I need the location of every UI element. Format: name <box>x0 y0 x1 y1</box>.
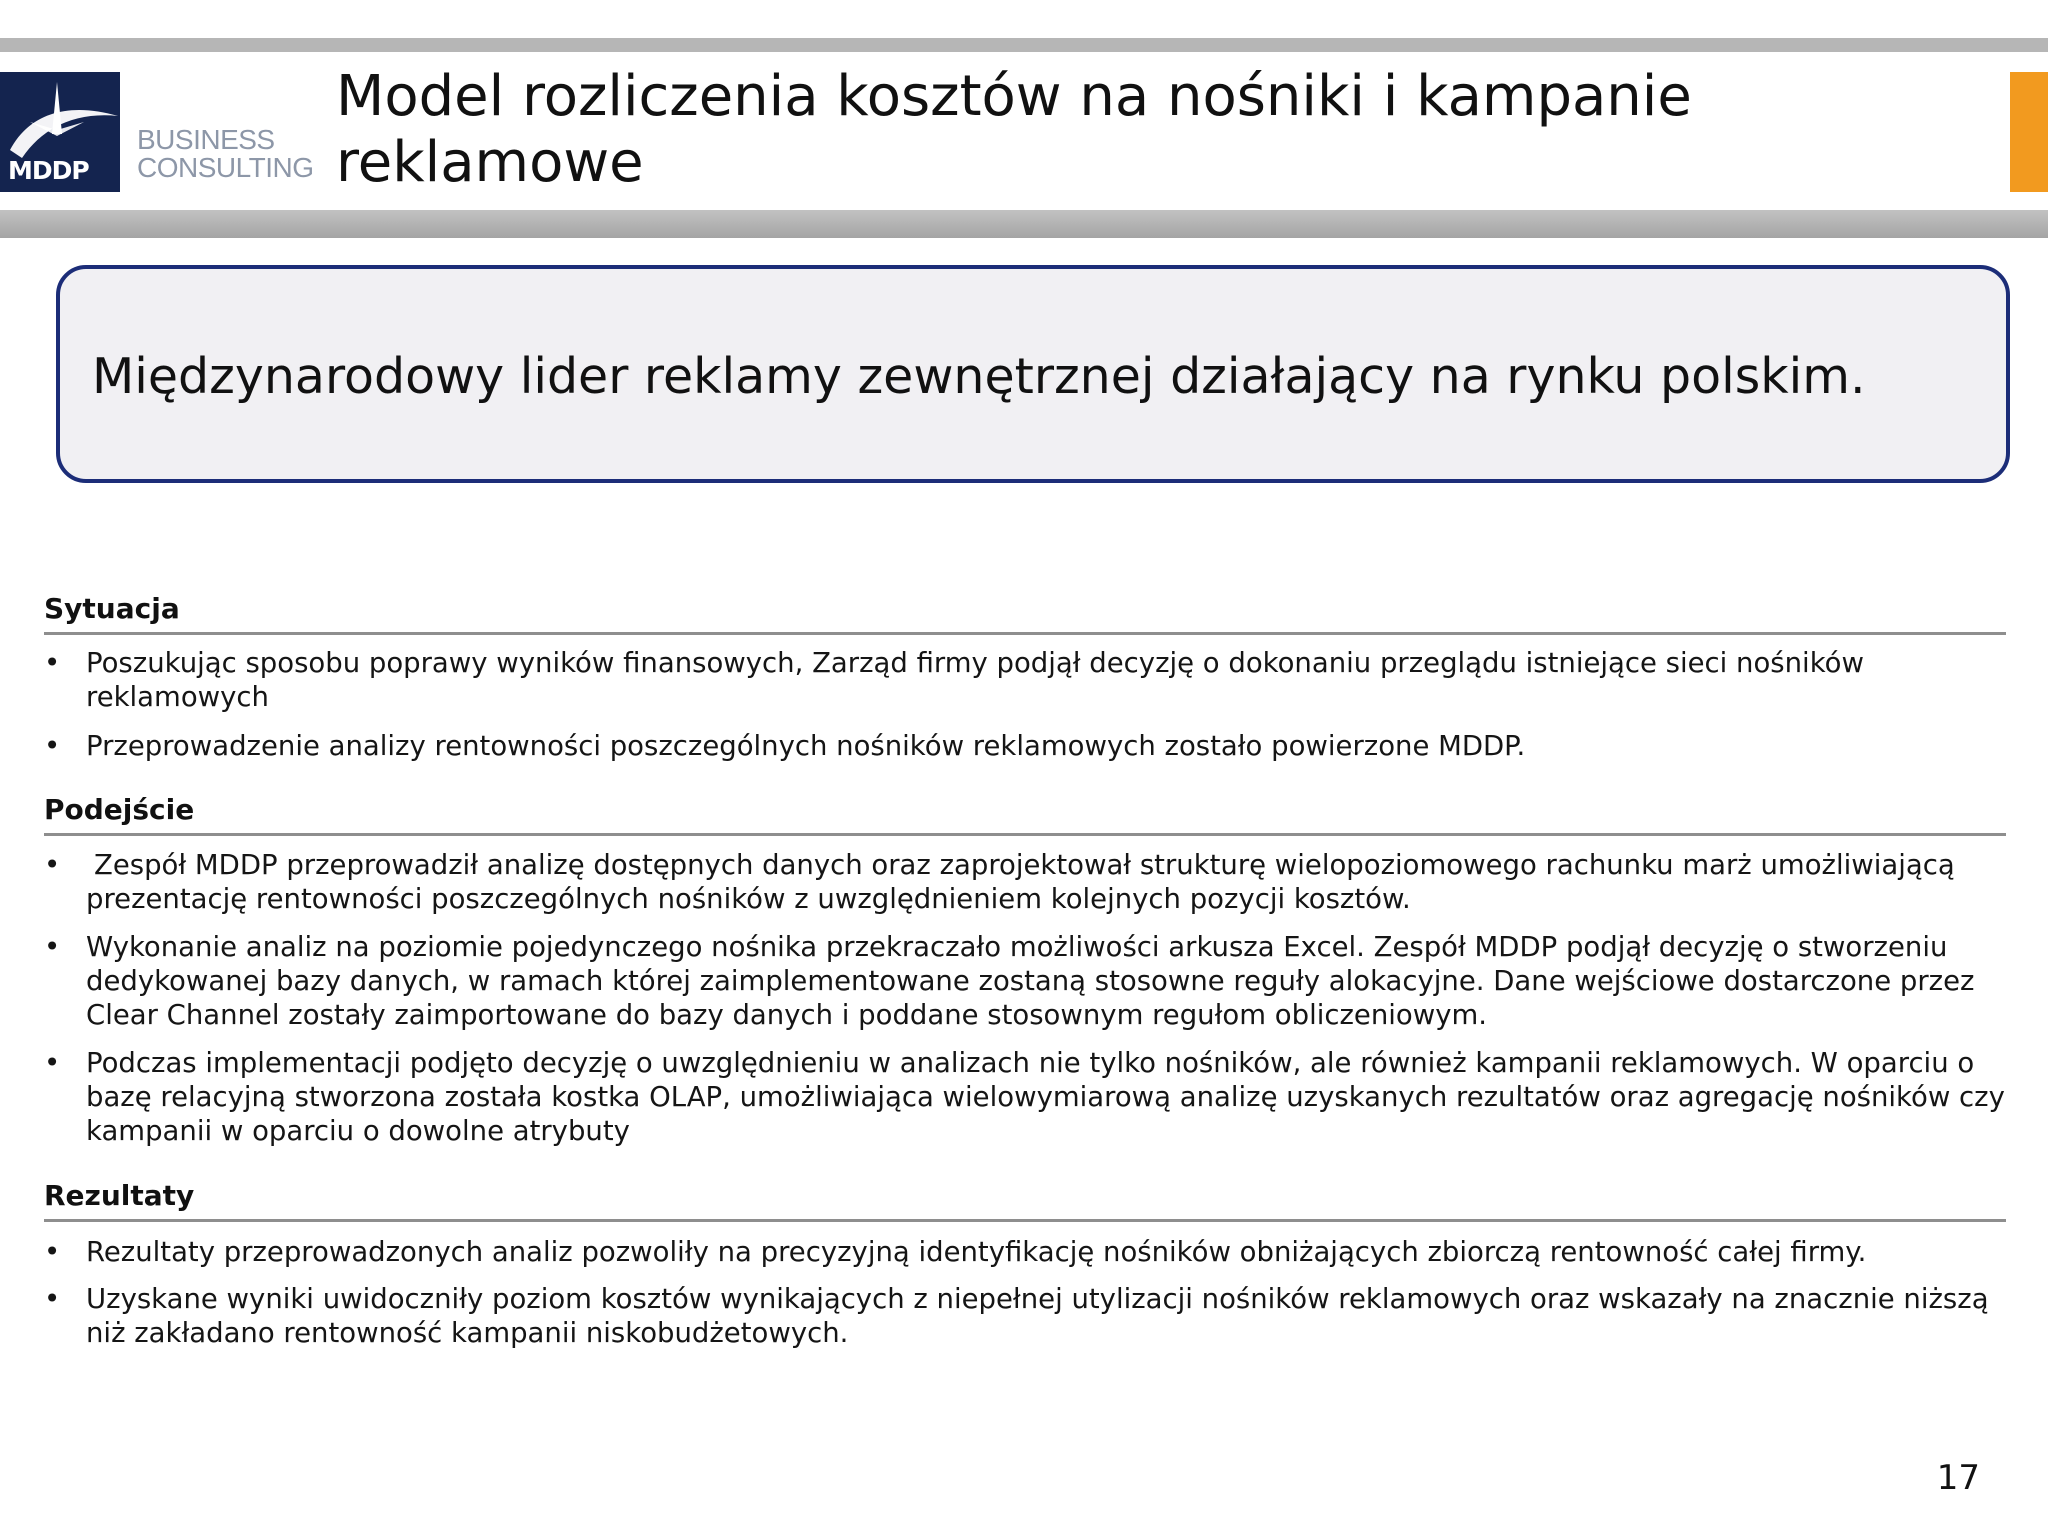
slide-title-line1: Model rozliczenia kosztów na nośniki i kampanie <box>336 64 1692 129</box>
section-heading-podejscie: Podejście <box>44 793 195 826</box>
bullet-text: Uzyskane wyniki uwidoczniły poziom kosztów wynikających z niepełnej utylizacji nośników reklamowych oraz wskazały na znacznie niższą niż zakładano rentowność kampanii niskobudżetowych. <box>86 1283 1989 1349</box>
section-divider <box>44 1219 2006 1222</box>
bullet-icon: • <box>44 647 61 679</box>
company-logo <box>0 72 120 192</box>
bullet-icon: • <box>44 1283 61 1315</box>
bullet-text: Wykonanie analiz na poziomie pojedynczego nośnika przekraczało możliwości arkusza Excel. Zespół MDDP podjął decyzję o stworzeniu dedykowanej bazy danych, w ramach której zaimplementowane zostaną stosowne reguły alokacyjne. Dane wejściowe dostarczone przez Clear Channel zostały zaimportowane do bazy danych i poddane stosownym regułom obliczeniowym. <box>86 931 1975 1031</box>
orange-accent-bar <box>2010 72 2048 192</box>
bullet-icon: • <box>44 1236 61 1268</box>
slide-title <box>336 64 1936 196</box>
bullet-item <box>44 729 2004 763</box>
section-divider <box>44 632 2006 635</box>
logo-tagline <box>137 126 314 182</box>
bullet-item <box>44 1282 2004 1350</box>
header-top-bar <box>0 38 2048 52</box>
bullet-icon: • <box>44 730 61 762</box>
client-callout-box <box>56 265 2010 483</box>
bullet-text: Przeprowadzenie analizy rentowności poszczególnych nośników reklamowych zostało powierzone MDDP. <box>86 730 1526 762</box>
slide-title-line2: reklamowe <box>336 130 644 195</box>
bullet-icon: • <box>44 931 61 963</box>
section-divider <box>44 833 2006 836</box>
bullet-item <box>44 1235 2004 1269</box>
client-description: Międzynarodowy lider reklamy zewnętrznej działający na rynku polskim. <box>92 348 1866 405</box>
logo-wordmark: MDDP <box>8 156 89 185</box>
bullet-item <box>44 646 2004 714</box>
bullet-item <box>44 1046 2004 1148</box>
section-heading-rezultaty: Rezultaty <box>44 1179 195 1212</box>
page-number: 17 <box>1936 1458 1980 1498</box>
bullet-text: Zespół MDDP przeprowadził analizę dostępnych danych oraz zaprojektował strukturę wielopoziomowego rachunku marż umożliwiającą prezentację rentowności poszczególnych nośników z uwzględnieniem kolejnych pozycji kosztów. <box>86 849 1955 915</box>
logo-tagline-line1: BUSINESS <box>137 124 275 155</box>
bullet-item <box>44 930 2004 1032</box>
bullet-text: Podczas implementacji podjęto decyzję o uwzględnieniu w analizach nie tylko nośników, ale również kampanii reklamowych. W oparciu o bazę relacyjną stworzona została kostka OLAP, umożliwiająca wielowymiarową analizę uzyskanych rezultatów oraz agregację nośników czy kampanii w oparciu o dowolne atrybuty <box>86 1047 2005 1147</box>
section-heading-sytuacja: Sytuacja <box>44 592 180 625</box>
bullet-icon: • <box>44 1047 61 1079</box>
bullet-text: Poszukując sposobu poprawy wyników finansowych, Zarząd firmy podjął decyzję o dokonaniu przeglądu istniejące sieci nośników reklamowych <box>86 647 1864 713</box>
header-bottom-bar <box>0 210 2048 238</box>
bullet-text: Rezultaty przeprowadzonych analiz pozwoliły na precyzyjną identyfikację nośników obniżających zbiorczą rentowność całej firmy. <box>86 1236 1867 1268</box>
logo-tagline-line2: CONSULTING <box>137 152 314 183</box>
bullet-item <box>44 848 2004 916</box>
bullet-icon: • <box>44 849 61 881</box>
